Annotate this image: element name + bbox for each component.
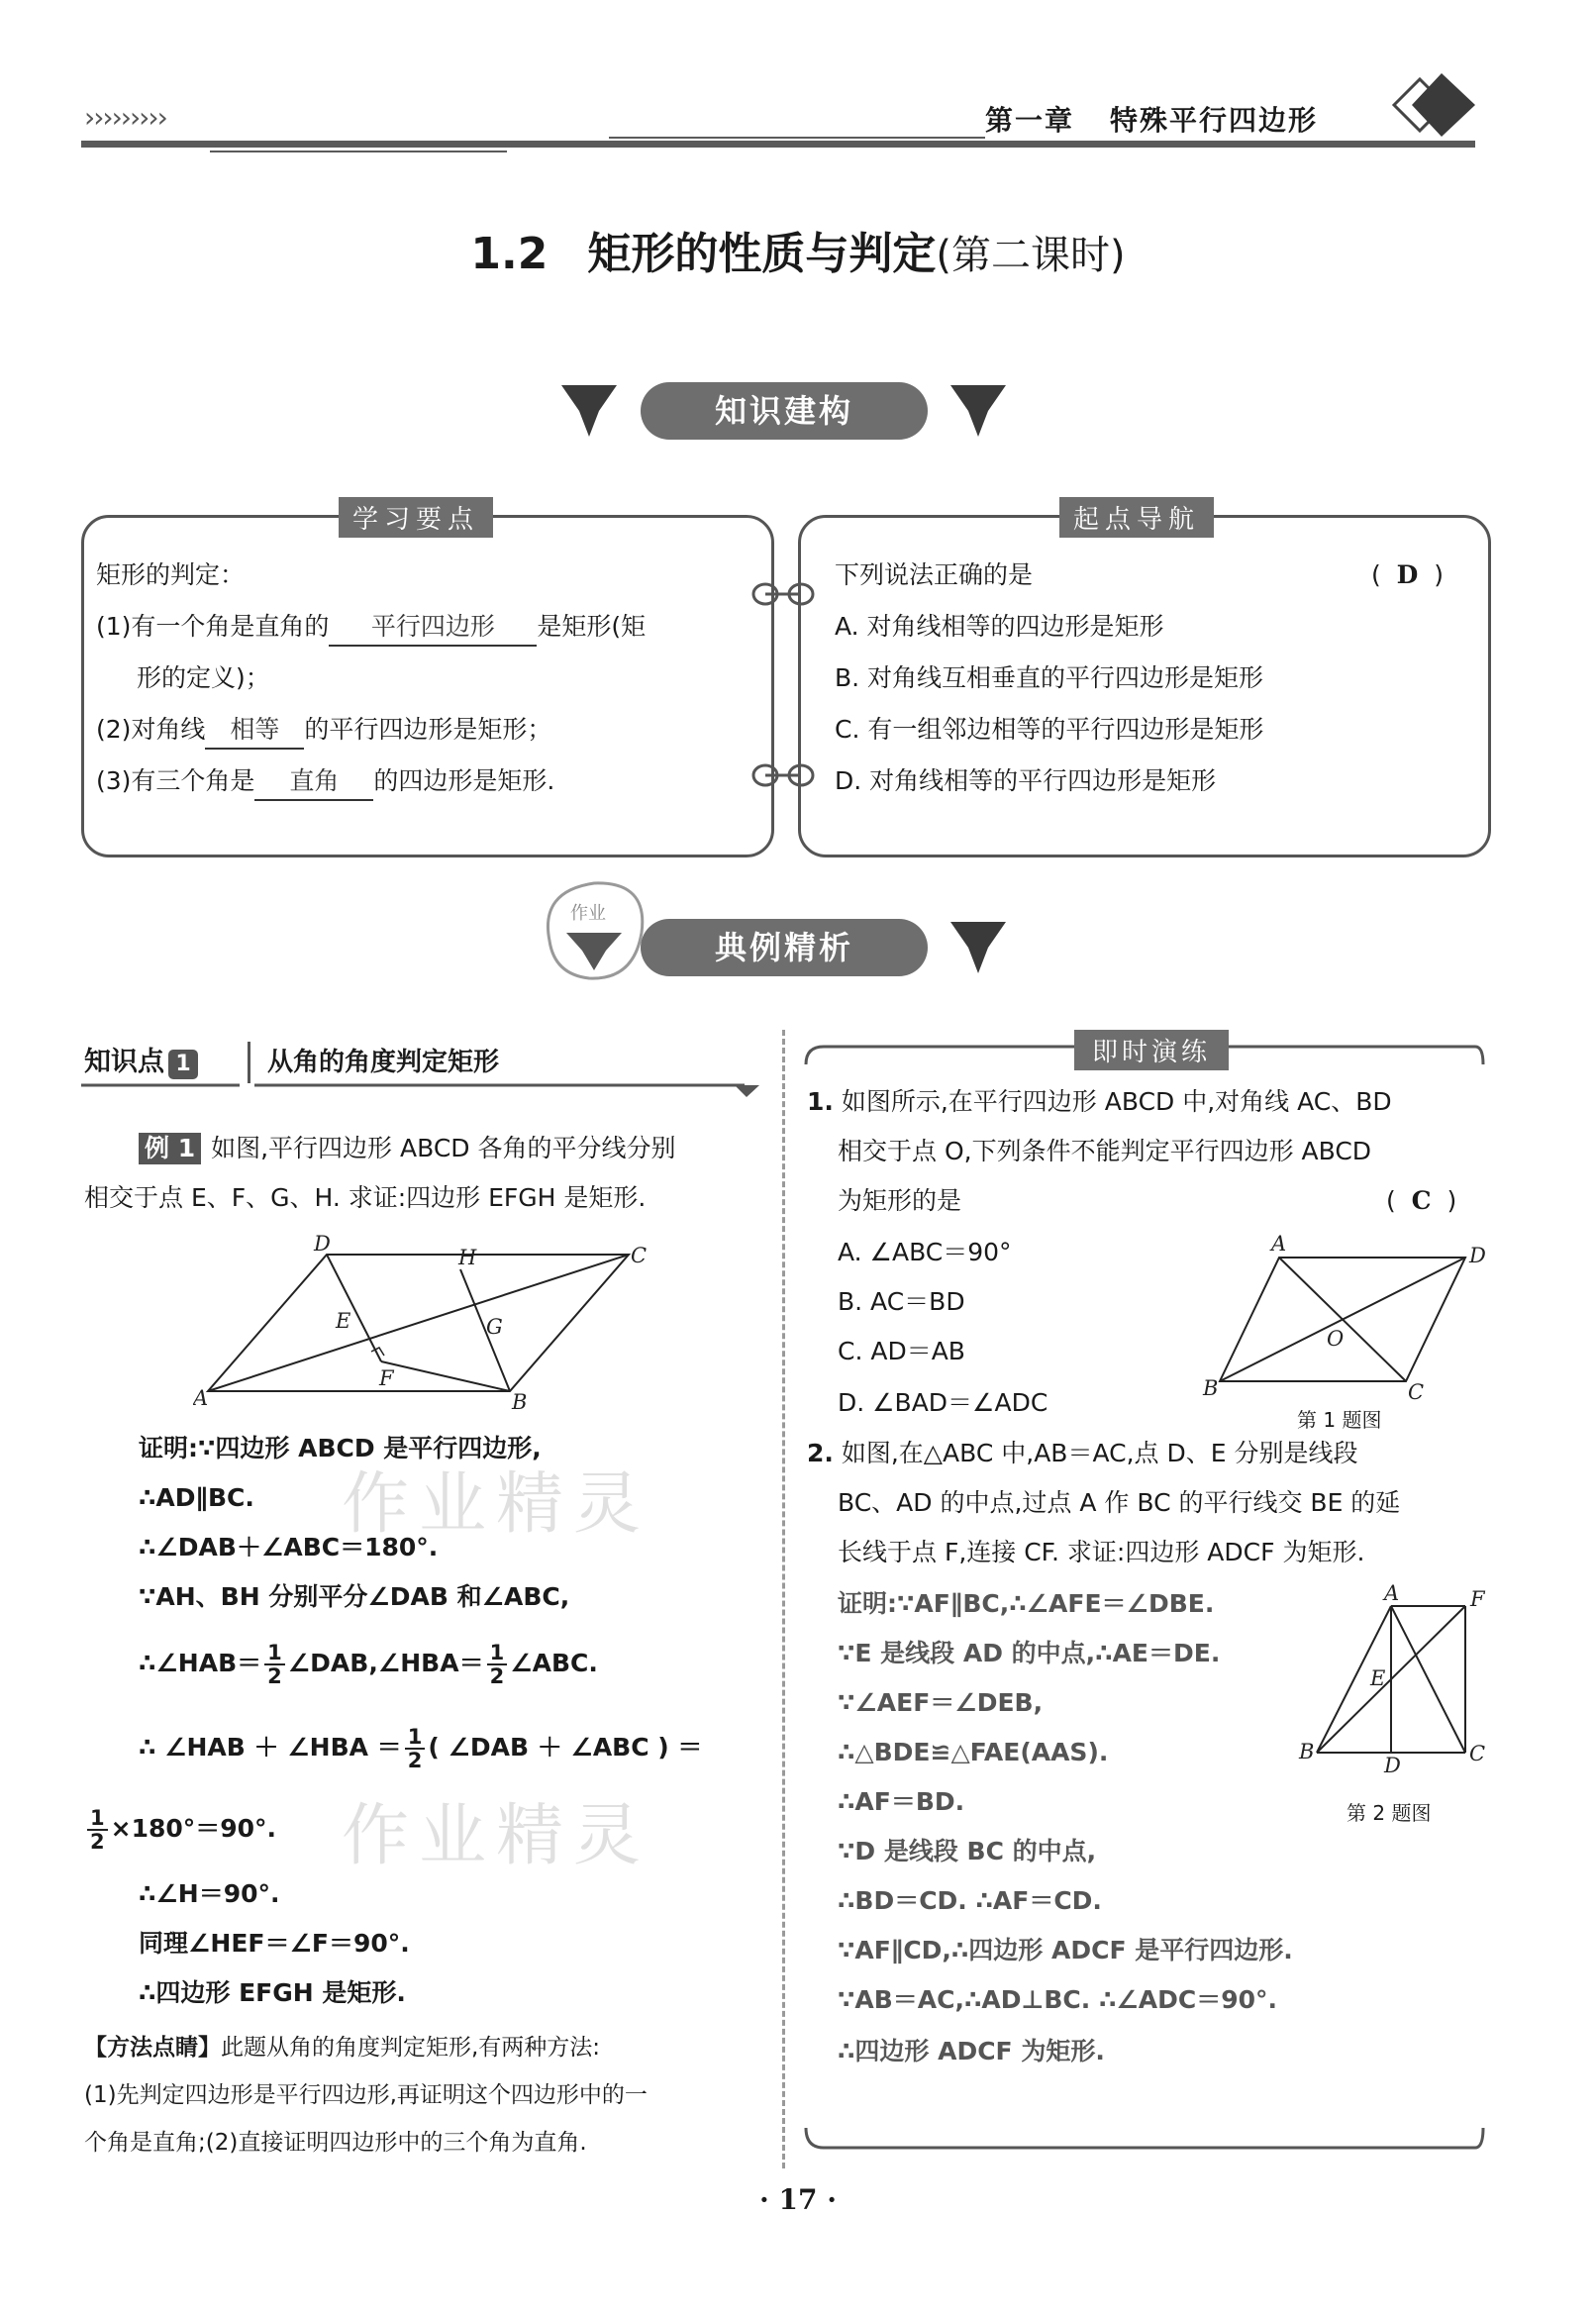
q2-proof-10: ∴四边形 ADCF 为矩形. — [838, 2037, 1105, 2065]
q2-label-A: A — [1384, 1584, 1400, 1605]
q2-proof-1: 证明:∵AF∥BC,∴∠AFE＝∠DBE. — [838, 1589, 1215, 1618]
example-tag: 例 1 — [139, 1133, 201, 1164]
q1-label-O: O — [1327, 1327, 1345, 1351]
study-item-1: (1)有一个角是直角的 平行四边形 是矩形(矩 — [96, 601, 646, 653]
q1-label-B: B — [1203, 1376, 1219, 1400]
page-number: · 17 · — [759, 2183, 837, 2216]
header-rule-mid — [609, 137, 985, 139]
start-answer: ( D ) — [1371, 560, 1444, 589]
q1-figure — [1198, 1233, 1495, 1406]
study-item-3: (3)有三个角是 直角 的四边形是矩形. — [96, 755, 554, 807]
blank-2: 相等 — [205, 712, 304, 750]
q2-label-D: D — [1384, 1754, 1401, 1772]
column-divider — [782, 1030, 785, 2168]
q2-line1: 2. 如图,在△ABC 中,AB＝AC,点 D、E 分别是线段 — [807, 1439, 1358, 1467]
q2-proof-4: ∴△BDE≌△FAE(AAS). — [838, 1738, 1109, 1766]
method-line-2: (1)先判定四边形是平行四边形,再证明这个四边形中的一 — [84, 2082, 648, 2108]
knowledge-point-label: 知识点 1 — [84, 1040, 198, 1079]
study-item-1-cont: 形的定义)； — [137, 663, 270, 692]
study-item-2: (2)对角线 相等 的平行四边形是矩形； — [96, 704, 551, 755]
start-option-d: D. 对角线相等的平行四边形是矩形 — [835, 766, 1217, 795]
fraction-half: $\frac{1}{2}$ — [87, 1807, 108, 1853]
kp-underline — [81, 1079, 764, 1099]
q2-label-B: B — [1299, 1740, 1315, 1763]
q2-proof-6: ∵D 是线段 BC 的中点, — [838, 1837, 1097, 1865]
ex1-proof-8: ∴∠H＝90°. — [139, 1879, 280, 1908]
study-heading: 矩形的判定： — [96, 560, 246, 589]
q2-caption: 第 2 题图 — [1347, 1801, 1432, 1825]
blank-3: 直角 — [254, 763, 373, 801]
q1-option-a: A. ∠ABC＝90° — [838, 1238, 1012, 1266]
chapter-number: 第一章 — [985, 104, 1075, 137]
q2-label-C: C — [1469, 1742, 1486, 1765]
watermark: 作业精灵 — [342, 1797, 651, 1875]
ex1-proof-2: ∴AD∥BC. — [139, 1483, 254, 1512]
page-title — [0, 218, 1596, 281]
q2-proof-7: ∴BD＝CD. ∴AF＝CD. — [838, 1886, 1102, 1915]
header-diamond-icon — [1364, 65, 1483, 145]
q1-answer: ( C ) — [1386, 1186, 1457, 1215]
fig-label-C: C — [631, 1244, 648, 1267]
q2-proof-3: ∵∠AEF＝∠DEB, — [838, 1688, 1044, 1717]
fraction-half: $\frac{1}{2}$ — [264, 1642, 285, 1687]
header-chevrons: ››››››››› — [84, 101, 166, 134]
q2-proof-9: ∵AB＝AC,∴AD⊥BC. ∴∠ADC＝90°. — [838, 1985, 1277, 2014]
chapter-header — [985, 99, 1318, 139]
ex1-proof-3: ∴∠DAB＋∠ABC＝180°. — [139, 1533, 439, 1561]
example1-figure — [193, 1233, 658, 1411]
q1-option-c: C. AD＝AB — [838, 1337, 965, 1365]
right-arrow-icon — [948, 918, 1008, 975]
stamp-logo — [535, 871, 653, 990]
start-option-c: C. 有一组邻边相等的平行四边形是矩形 — [835, 715, 1264, 744]
method-line-1: 【方法点睛】此题从角的角度判定矩形,有两种方法: — [84, 2035, 601, 2061]
q2-proof-8: ∵AF∥CD,∴四边形 ADCF 是平行四边形. — [838, 1936, 1293, 1964]
stamp-text: 作业 — [570, 903, 606, 924]
watermark: 作业精灵 — [342, 1465, 651, 1544]
right-arrow-icon — [948, 381, 1008, 439]
header-rule — [81, 141, 1475, 148]
q2-figure — [1297, 1584, 1495, 1772]
q1-label-C: C — [1408, 1380, 1425, 1404]
start-option-a: A. 对角线相等的四边形是矩形 — [835, 612, 1164, 641]
practice-tab: 即时演练 — [1074, 1030, 1229, 1070]
q1-line2: 相交于点 O,下列条件不能判定平行四边形 ABCD — [838, 1137, 1372, 1165]
study-points-tab: 学习要点 — [339, 497, 493, 538]
q2-number: 2. — [807, 1439, 834, 1467]
examples-banner: 典例精析 — [641, 919, 928, 976]
q1-option-d: D. ∠BAD＝∠ADC — [838, 1388, 1048, 1417]
header-rule-thin — [210, 151, 507, 152]
example1-line1: 例 1 如图,平行四边形 ABCD 各角的平分线分别 — [139, 1124, 675, 1173]
fig-label-A: A — [193, 1386, 209, 1410]
fig-label-E: E — [336, 1309, 351, 1333]
method-title: 【方法点睛】 — [84, 2035, 221, 2061]
q1-line1: 1. 如图所示,在平行四边形 ABCD 中,对角线 AC、BD — [807, 1087, 1392, 1116]
knowledge-point-title: 从角的角度判定矩形 — [267, 1048, 500, 1077]
ex1-proof-10: ∴四边形 EFGH 是矩形. — [139, 1978, 406, 2007]
example1-line2: 相交于点 E、F、G、H. 求证:四边形 EFGH 是矩形. — [84, 1183, 647, 1212]
q2-line3: 长线于点 F,连接 CF. 求证:四边形 ADCF 为矩形. — [838, 1538, 1365, 1566]
ex1-proof-5: ∴∠HAB＝ $\frac{1}{2}$ ∠DAB,∠HBA＝ $\frac{1}{2}$ ∠ABC. — [139, 1641, 598, 1688]
ex1-proof-1: 证明:∵四边形 ABCD 是平行四边形, — [139, 1434, 542, 1462]
practice-bottom-border — [802, 2124, 1485, 2159]
knowledge-banner: 知识建构 — [641, 382, 928, 440]
q2-label-E: E — [1370, 1666, 1386, 1690]
start-guide-tab: 起点导航 — [1059, 497, 1214, 538]
start-question: 下列说法正确的是 — [835, 560, 1034, 589]
section-title: 矩形的性质与判定 — [587, 229, 937, 279]
q1-caption: 第 1 题图 — [1297, 1408, 1382, 1432]
section-subtitle: (第二课时) — [936, 233, 1126, 278]
chapter-title: 特殊平行四边形 — [1110, 104, 1319, 137]
fraction-half: $\frac{1}{2}$ — [487, 1642, 508, 1687]
q1-label-A: A — [1271, 1233, 1287, 1256]
method-line-3: 个角是直角;(2)直接证明四边形中的三个角为直角. — [84, 2130, 587, 2156]
q1-label-D: D — [1469, 1244, 1486, 1267]
q2-proof-5: ∴AF＝BD. — [838, 1787, 965, 1816]
left-arrow-icon — [559, 381, 619, 439]
q1-option-b: B. AC＝BD — [838, 1287, 965, 1316]
fig-label-B: B — [512, 1390, 528, 1411]
ex1-proof-6: ∴ ∠HAB ＋ ∠HBA ＝ $\frac{1}{2}$ ( ∠DAB ＋ ∠ABC ) ＝ — [139, 1725, 703, 1772]
fig-label-H: H — [458, 1246, 477, 1269]
blank-1: 平行四边形 — [329, 609, 537, 647]
ex1-proof-7: $\frac{1}{2}$ ×180°＝90°. — [84, 1804, 276, 1854]
q2-line2: BC、AD 的中点,过点 A 作 BC 的平行线交 BE 的延 — [838, 1488, 1401, 1517]
fig-label-D: D — [314, 1233, 331, 1256]
ex1-proof-9: 同理∠HEF＝∠F＝90°. — [139, 1929, 410, 1958]
kp-separator — [248, 1042, 250, 1083]
section-number: 1.2 — [470, 229, 549, 279]
ex1-proof-4: ∵AH、BH 分别平分∠DAB 和∠ABC, — [139, 1582, 570, 1611]
q1-number: 1. — [807, 1087, 834, 1116]
q2-proof-2: ∵E 是线段 AD 的中点,∴AE＝DE. — [838, 1639, 1221, 1667]
knowledge-point-number: 1 — [168, 1050, 198, 1079]
fig-label-F: F — [379, 1366, 394, 1390]
start-option-b: B. 对角线互相垂直的平行四边形是矩形 — [835, 663, 1264, 692]
fraction-half: $\frac{1}{2}$ — [405, 1726, 426, 1771]
q2-label-F: F — [1470, 1587, 1485, 1611]
fig-label-G: G — [486, 1315, 503, 1339]
q1-line3: 为矩形的是 — [838, 1186, 962, 1215]
